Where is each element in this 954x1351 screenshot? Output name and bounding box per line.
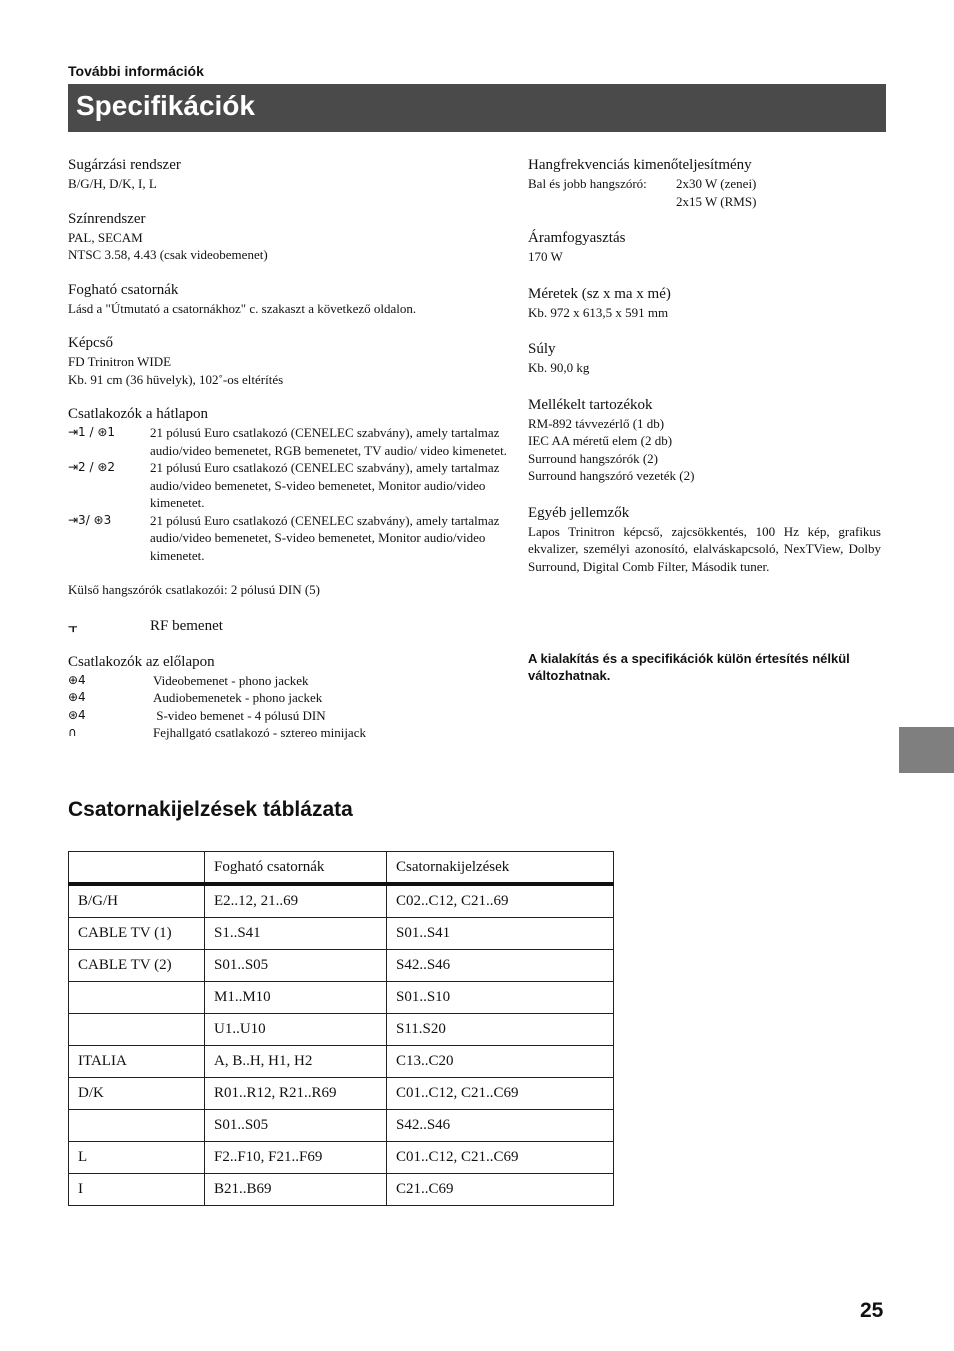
table-cell: U1..U10	[205, 1014, 387, 1046]
table-row	[69, 1078, 614, 1110]
front-connector-video	[68, 672, 518, 690]
table-cell	[69, 1014, 205, 1046]
table-cell: A, B..H, H1, H2	[205, 1046, 387, 1078]
rear-connector-1-desc: 21 pólusú Euro csatlakozó (CENELEC szabvány), amely tartalmaz audio/video bemenetet, RGB bemenetet, TV audio/ video kimenetet.	[150, 425, 507, 458]
table-row	[69, 950, 614, 982]
color-system-line1: PAL, SECAM	[68, 229, 143, 245]
tube-line1: FD Trinitron WIDE	[68, 354, 172, 369]
channels-label: Fogható csatornák	[68, 281, 179, 298]
weight-value: Kb. 90,0 kg	[528, 360, 590, 375]
broadcast-label: Sugárzási rendszer	[68, 157, 181, 173]
accessory-item: RM-892 távvezérlő (1 db)	[528, 415, 665, 431]
svideo-input-icon: ⊛4	[68, 707, 86, 722]
table-row	[69, 1046, 614, 1078]
headphone-icon: ∩	[68, 725, 77, 739]
table-row	[69, 982, 614, 1014]
table-cell: C13..C20	[387, 1046, 614, 1078]
table-cell: F2..F10, F21..F69	[205, 1142, 387, 1174]
rear-connector-3-desc: 21 pólusú Euro csatlakozó (CENELEC szabvány), amely tartalmaz audio/video bemenetet, S-video bemenetet, Monitor audio/video kimenetet.	[150, 512, 500, 563]
front-connector-audio	[68, 689, 518, 707]
video-input-icon: ⊕4	[68, 672, 86, 687]
table-cell: S42..S46	[387, 950, 614, 982]
scart-2-icon: ⇥2 / ⊛2	[68, 460, 116, 474]
tube-label: Képcső	[68, 335, 113, 351]
antenna-icon: ⫟	[68, 616, 78, 636]
weight-label: Súly	[528, 341, 556, 357]
table-row	[69, 884, 614, 918]
table-row	[69, 1142, 614, 1174]
column-header: Fogható csatornák	[205, 852, 387, 885]
table-cell: S01..S10	[387, 982, 614, 1014]
column-header	[69, 852, 205, 885]
table-cell: D/K	[69, 1078, 205, 1110]
power-label: Áramfogyasztás	[528, 230, 626, 246]
scart-3-icon: ⇥3/ ⊛3	[68, 512, 112, 527]
table-cell: CABLE TV (1)	[69, 918, 205, 950]
accessory-item: Surround hangszóró vezeték (2)	[528, 468, 695, 483]
page-number: 25	[860, 1299, 884, 1322]
table-row	[69, 918, 614, 950]
color-system-label: Színrendszer	[68, 210, 146, 227]
table-cell: R01..R12, R21..R69	[205, 1078, 387, 1110]
front-connectors-label: Csatlakozók az előlapon	[68, 653, 215, 670]
table-cell: S01..S41	[387, 918, 614, 950]
other-features-value: Lapos Trinitron képcső, zajcsökkentés, 100 Hz kép, grafikus ekvalizer, személyi azonosító, elalváskapcsoló, NexTView, Dolby Surround, Digital Comb Filter, Második tuner.	[528, 523, 881, 574]
tube-line2: Kb. 91 cm (36 hüvelyk), 102˚-os eltérítés	[68, 371, 284, 387]
change-notice: A kialakítás és a specifikációk külön értesítés nélkül változhatnak.	[528, 651, 850, 683]
dimensions-label: Méretek (sz x ma x mé)	[528, 285, 671, 302]
table-cell: B/G/H	[69, 884, 205, 918]
other-features-label: Egyéb jellemzők	[528, 504, 630, 521]
table-cell: B21..B69	[205, 1174, 387, 1206]
table-row	[69, 1110, 614, 1142]
rear-connectors-label: Csatlakozók a hátlapon	[68, 406, 208, 422]
front-connector-headphone-desc: Fejhallgató csatlakozó - sztereo minijack	[153, 725, 366, 740]
right-column	[528, 156, 881, 575]
title-bar	[68, 84, 886, 132]
audio-output-prefix: Bal és jobb hangszóró:	[528, 176, 647, 191]
channel-table	[68, 851, 614, 1206]
table-cell: S11.S20	[387, 1014, 614, 1046]
audio-output-line2	[528, 193, 881, 211]
broadcast-value: B/G/H, D/K, I, L	[68, 176, 157, 191]
table-cell: M1..M10	[205, 982, 387, 1014]
channels-value: Lásd a "Útmutató a csatornákhoz" c. szakaszt a következő oldalon.	[68, 300, 417, 316]
table-cell: S1..S41	[205, 918, 387, 950]
rf-input-row	[68, 617, 518, 636]
rear-connector-2	[68, 459, 518, 512]
table-cell	[69, 1110, 205, 1142]
rear-connector-2-desc: 21 pólusú Euro csatlakozó (CENELEC szabvány), amely tartalmaz audio/video bemenetet, S-video bemenetet, Monitor audio/video kimenetet.	[150, 460, 500, 510]
rear-connector-3	[68, 512, 518, 565]
accessories-label: Mellékelt tartozékok	[528, 396, 653, 413]
table-cell: I	[69, 1174, 205, 1206]
speaker-connectors: Külső hangszórók csatlakozói: 2 pólusú DIN (5)	[68, 582, 321, 597]
table-cell: L	[69, 1142, 205, 1174]
table-cell: ITALIA	[69, 1046, 205, 1078]
audio-output-label: Hangfrekvenciás kimenőteljesítmény	[528, 157, 752, 173]
front-connector-svideo	[68, 707, 518, 725]
accessory-item: IEC AA méretű elem (2 db)	[528, 433, 673, 448]
table-cell: C01..C12, C21..C69	[387, 1142, 614, 1174]
left-column	[68, 156, 518, 742]
table-cell: C21..C69	[387, 1174, 614, 1206]
audio-output-rms: 2x15 W (RMS)	[676, 193, 757, 209]
dimensions-value: Kb. 972 x 613,5 x 591 mm	[528, 304, 669, 320]
front-connector-audio-desc: Audiobemenetek - phono jackek	[153, 690, 323, 705]
rf-input-label: RF bemenet	[150, 617, 223, 634]
color-system-line2: NTSC 3.58, 4.43 (csak videobemenet)	[68, 247, 268, 262]
table-row	[69, 1174, 614, 1206]
front-connector-svideo-desc: S-video bemenet - 4 pólusú DIN	[153, 707, 326, 723]
audio-output-music: 2x30 W (zenei)	[676, 176, 757, 191]
table-cell	[69, 982, 205, 1014]
table-cell: S01..S05	[205, 1110, 387, 1142]
front-connector-video-desc: Videobemenet - phono jackek	[153, 672, 309, 688]
rear-connector-1	[68, 424, 518, 459]
scart-1-icon: ⇥1 / ⊛1	[68, 425, 116, 439]
page-title: Specifikációk	[76, 90, 255, 121]
table-cell: E2..12, 21..69	[205, 884, 387, 918]
section-label: További információk	[68, 63, 204, 79]
front-connector-headphone	[68, 724, 518, 742]
audio-input-icon: ⊕4	[68, 690, 86, 704]
table-header-row	[69, 852, 614, 885]
audio-output-line1	[528, 175, 881, 193]
table-cell: C01..C12, C21..C69	[387, 1078, 614, 1110]
table-cell: S42..S46	[387, 1110, 614, 1142]
accessory-item: Surround hangszórók (2)	[528, 450, 658, 466]
side-tab	[899, 727, 954, 773]
table-cell: S01..S05	[205, 950, 387, 982]
column-header: Csatornakijelzések	[387, 852, 614, 885]
table-heading: Csatornakijelzések táblázata	[68, 798, 353, 821]
table-cell: C02..C12, C21..69	[387, 884, 614, 918]
table-cell: CABLE TV (2)	[69, 950, 205, 982]
power-value: 170 W	[528, 249, 563, 264]
table-row	[69, 1014, 614, 1046]
